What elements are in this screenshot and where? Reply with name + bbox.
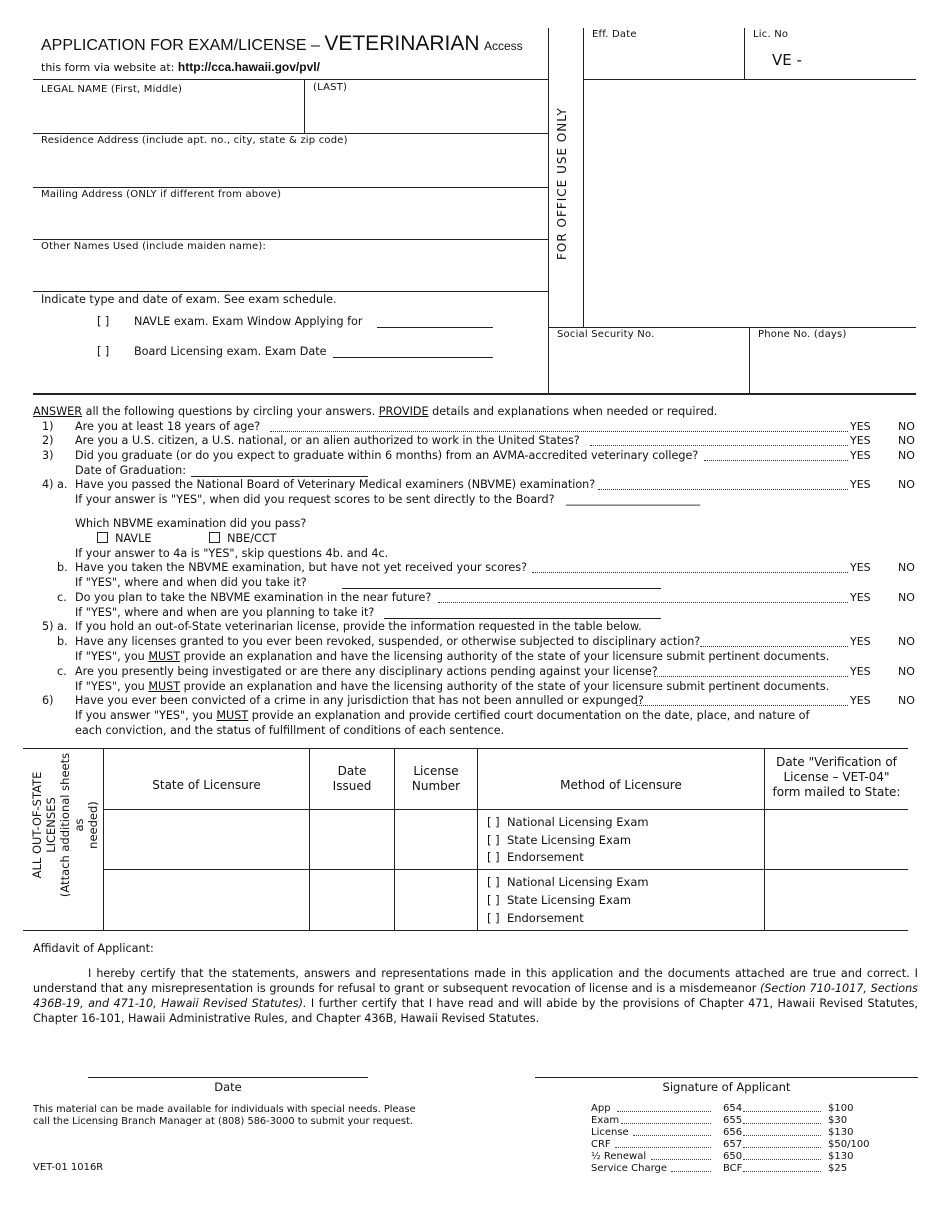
graduation-date-field[interactable]: [191, 466, 368, 477]
q4b-num: b.: [57, 561, 68, 574]
note-line-2: call the Licensing Branch Manager at (808) 586-3000 to submit your request.: [33, 1116, 413, 1127]
row1-opt-state[interactable]: [487, 833, 631, 847]
board-date-field[interactable]: [333, 347, 493, 358]
q2-no[interactable]: NO: [898, 434, 915, 447]
nbe-checkbox-label: NBE/CCT: [227, 532, 277, 545]
q5b-follow-post: provide an explanation and have the licensing authority of the state of your licensure submit pertinent documents.: [180, 650, 830, 663]
row1-date-field[interactable]: [311, 811, 392, 867]
exam-intro: Indicate type and date of exam. See exam schedule.: [41, 293, 337, 306]
q5b-num: b.: [57, 635, 68, 648]
col-state: State of Licensure: [152, 778, 261, 792]
form-title: [41, 32, 523, 56]
fee-code: 657: [723, 1139, 743, 1150]
fee-name: ½ Renewal: [591, 1151, 647, 1162]
affidavit-p1: I hereby certify that the statements, answers and representations made in this application and the documents attached are true and correct. I understand that any misrepresentation is grounds for refusal to grant or subsequent revocation of license and is a misdemeanor: [33, 967, 918, 995]
q4b-text: Have you taken the NBVME examination, but have not yet received your scores?: [75, 561, 528, 574]
q6-follow-post: provide an explanation and provide certified court documentation on the date, place, and nature of: [248, 709, 810, 722]
fee-name: License: [591, 1127, 629, 1138]
row1-state-field[interactable]: [105, 811, 307, 867]
navle-checkbox-label: NAVLE: [115, 532, 152, 545]
fee-amount: $130: [828, 1127, 854, 1138]
q1-num: 1): [42, 420, 54, 433]
residence-field[interactable]: [40, 148, 545, 184]
navle-bracket[interactable]: [ ]: [97, 315, 110, 328]
q5c-follow-post: provide an explanation and have the licensing authority of the state of your licensure submit pertinent documents.: [180, 680, 830, 693]
q4c-text: Do you plan to take the NBVME examination in the near future?: [75, 591, 432, 604]
mailing-field[interactable]: [40, 202, 545, 236]
q3-text: Did you graduate (or do you expect to graduate within 6 months) from an AVMA-accredited veterinary college?: [75, 449, 699, 462]
phone-field[interactable]: [754, 343, 914, 391]
instructions: [33, 405, 717, 418]
q2-text: Are you a U.S. citizen, a U.S. national, or an alien authorized to work in the United States?: [75, 434, 580, 447]
title-prefix: APPLICATION FOR EXAM/LICENSE –: [41, 37, 320, 54]
q5b-must: MUST: [148, 650, 181, 663]
row2-opt-endorse[interactable]: [487, 911, 584, 925]
subtitle-prefix: this form via website at:: [41, 61, 175, 74]
col-date-2: Issued: [332, 779, 372, 793]
last-name-label: (LAST): [313, 82, 348, 93]
q4b-yes[interactable]: YES: [850, 561, 871, 574]
row1-endorse-label: Endorsement: [506, 850, 584, 864]
q6-num: 6): [42, 694, 54, 707]
eff-date-label: Eff. Date: [592, 29, 637, 40]
lic-no-label: Lic. No: [753, 29, 789, 40]
table-side-label: [30, 750, 100, 900]
col-verif-3: form mailed to State:: [772, 785, 901, 799]
navle-option: NAVLE exam. Exam Window Applying for: [134, 315, 363, 328]
col-date-1: Date: [337, 764, 367, 778]
col-verification: [765, 755, 908, 800]
q6-must: MUST: [216, 709, 249, 722]
q4a-follow: If your answer is "YES", when did you request scores to be sent directly to the Board?: [75, 493, 555, 506]
nbe-checkbox-group: [209, 532, 276, 545]
row2-date-field[interactable]: [311, 871, 392, 928]
mailing-label: Mailing Address (ONLY if different from above): [41, 189, 282, 200]
q4b-follow-field[interactable]: [342, 578, 661, 589]
form-id: VET-01 1016R: [33, 1162, 104, 1173]
office-use-label: FOR OFFICE USE ONLY: [555, 107, 569, 260]
fee-name: Exam: [591, 1115, 620, 1126]
legal-name-label: LEGAL NAME (First, Middle): [41, 84, 183, 95]
q5b-yes[interactable]: YES: [850, 635, 871, 648]
navle-checkbox[interactable]: [97, 532, 108, 543]
nbe-checkbox[interactable]: [209, 532, 220, 543]
q3-yes[interactable]: YES: [850, 449, 871, 462]
row1-state-label: State Licensing Exam: [506, 833, 632, 847]
website-link[interactable]: http://cca.hawaii.gov/pvl/: [177, 60, 320, 74]
special-needs-note: [33, 1104, 416, 1128]
row1-national-bracket[interactable]: [ ]: [487, 815, 500, 829]
q5b-text: Have any licenses granted to you ever been revoked, suspended, or otherwise subjected to disciplinary action?: [75, 635, 701, 648]
q4a-num: 4) a.: [42, 478, 68, 491]
q1-no[interactable]: NO: [898, 420, 915, 433]
q5c-follow: [75, 680, 829, 693]
q5c-yes[interactable]: YES: [850, 665, 871, 678]
fee-schedule: [591, 1103, 881, 1179]
legal-name-field[interactable]: [40, 95, 302, 131]
q4a-no[interactable]: NO: [898, 478, 915, 491]
row2-opt-state[interactable]: [487, 893, 631, 907]
col-date: [310, 764, 394, 794]
q6-text: Have you ever been convicted of a crime in any jurisdiction that has not been annulled or expunged?: [75, 694, 644, 707]
q4c-num: c.: [57, 591, 67, 604]
board-bracket[interactable]: [ ]: [97, 345, 110, 358]
q4c-yes[interactable]: YES: [850, 591, 871, 604]
row1-opt-endorse[interactable]: [487, 850, 584, 864]
col-verif-2: License – VET-04": [783, 770, 890, 784]
navle-window-field[interactable]: [377, 317, 493, 328]
side-label-1: ALL OUT-OF-STATE: [30, 771, 44, 879]
q6-yes[interactable]: YES: [850, 694, 871, 707]
fee-code: 655: [723, 1115, 743, 1126]
row2-national-label: National Licensing Exam: [506, 875, 649, 889]
row1-national-label: National Licensing Exam: [506, 815, 649, 829]
q4c-follow: If "YES", where and when are you planning to take it?: [75, 606, 375, 619]
row2-state-label: State Licensing Exam: [506, 893, 632, 907]
date-label: Date: [214, 1080, 242, 1094]
date-signature-field[interactable]: [88, 1060, 368, 1076]
affidavit-heading: Affidavit of Applicant:: [33, 942, 154, 955]
instructions-mid: all the following questions by circling your answers.: [82, 405, 379, 418]
fee-code: BCF: [723, 1163, 743, 1174]
q4b-follow: If "YES", where and when did you take it?: [75, 576, 307, 589]
signature-label: Signature of Applicant: [662, 1080, 791, 1094]
answer-word: ANSWER: [33, 405, 83, 418]
row1-license-field[interactable]: [396, 811, 475, 867]
row2-state-bracket[interactable]: [ ]: [487, 893, 500, 907]
col-lic-2: Number: [411, 779, 461, 793]
q3-no[interactable]: NO: [898, 449, 915, 462]
q4a-skip: If your answer to 4a is "YES", skip questions 4b. and 4c.: [75, 547, 389, 560]
row1-state-bracket[interactable]: [ ]: [487, 833, 500, 847]
col-lic-1: License: [413, 764, 459, 778]
affidavit-cite: (Section 710-1017, Sections 436B-19, and 471-10, Hawaii Revised Statutes).: [33, 982, 918, 1010]
phone-label: Phone No. (days): [758, 329, 847, 340]
q5b-no[interactable]: NO: [898, 635, 915, 648]
q5c-text: Are you presently being investigated or are there any disciplinary actions pending against your license?: [75, 665, 658, 678]
title-main: VETERINARIAN: [324, 32, 480, 55]
q4a-follow-blank[interactable]: ________________________: [566, 493, 701, 506]
col-license: [395, 764, 477, 794]
side-label-2: LICENSES: [44, 797, 58, 853]
q5c-num: c.: [57, 665, 67, 678]
q2-yes[interactable]: YES: [850, 434, 871, 447]
q6-follow-pre: If you answer "YES", you: [75, 709, 217, 722]
q6-follow-2: each conviction, and the status of fulfillment of conditions of each sentence.: [75, 724, 505, 737]
fee-name: App: [591, 1103, 611, 1114]
q4a-which: Which NBVME examination did you pass?: [75, 517, 307, 530]
row2-national-bracket[interactable]: [ ]: [487, 875, 500, 889]
q4c-follow-field[interactable]: [384, 608, 661, 619]
q2-num: 2): [42, 434, 54, 447]
fee-name: CRF: [591, 1139, 611, 1150]
q4b-no[interactable]: NO: [898, 561, 915, 574]
q1-yes[interactable]: YES: [850, 420, 871, 433]
title-suffix: Access: [484, 39, 523, 53]
q4a-yes[interactable]: YES: [850, 478, 871, 491]
ssn-label: Social Security No.: [557, 329, 655, 340]
fee-amount: $30: [828, 1115, 848, 1126]
other-names-field[interactable]: [40, 254, 545, 288]
row2-verification-field[interactable]: [766, 871, 906, 928]
row2-state-field[interactable]: [105, 871, 307, 928]
fee-name: Service Charge: [591, 1163, 668, 1174]
q6-follow: [75, 709, 809, 722]
q5c-no[interactable]: NO: [898, 665, 915, 678]
affidavit-p2: I further certify that I have read and will abide by the provisions of Chapter 471, Hawaii Revised Statutes, Chapter 16-101, Hawaii Administrative Rules, and Chapter 436B, Hawaii Revised Statutes.: [33, 997, 918, 1025]
last-name-field[interactable]: [308, 95, 546, 131]
fee-amount: $100: [828, 1103, 854, 1114]
row1-endorse-bracket[interactable]: [ ]: [487, 850, 500, 864]
provide-word: PROVIDE: [378, 405, 429, 418]
q5b-follow: [75, 650, 829, 663]
side-label-3: (Attach additional sheets as: [58, 752, 86, 898]
q4c-no[interactable]: NO: [898, 591, 915, 604]
row1-verification-field[interactable]: [766, 811, 906, 867]
fee-amount: $130: [828, 1151, 854, 1162]
q5a-num: 5) a.: [42, 620, 68, 633]
q5b-follow-pre: If "YES", you: [75, 650, 149, 663]
fee-code: 654: [723, 1103, 743, 1114]
q3-grad-label: Date of Graduation:: [75, 464, 187, 477]
fee-amount: $50/100: [828, 1139, 870, 1150]
note-line-1: This material can be made available for individuals with special needs. Please: [33, 1104, 416, 1115]
form-subtitle: [41, 60, 320, 74]
q6-no[interactable]: NO: [898, 694, 915, 707]
fee-code: 656: [723, 1127, 743, 1138]
fee-amount: $25: [828, 1163, 848, 1174]
row2-opt-national[interactable]: [487, 875, 649, 889]
ssn-field[interactable]: [553, 343, 745, 391]
other-names-label: Other Names Used (include maiden name):: [41, 241, 267, 252]
row2-endorse-bracket[interactable]: [ ]: [487, 911, 500, 925]
instructions-end: details and explanations when needed or required.: [428, 405, 718, 418]
side-label-4: needed): [86, 801, 100, 849]
applicant-signature-field[interactable]: [535, 1060, 918, 1076]
q4a-text: Have you passed the National Board of Veterinary Medical examiners (NBVME) examination?: [75, 478, 596, 491]
lic-no-value: VE -: [772, 51, 802, 69]
q1-text: Are you at least 18 years of age?: [75, 420, 261, 433]
q3-num: 3): [42, 449, 54, 462]
col-method: Method of Licensure: [560, 778, 682, 792]
col-verif-1: Date "Verification of: [776, 755, 897, 769]
q5a-text: If you hold an out-of-State veterinarian license, provide the information requested in the table below.: [75, 620, 642, 633]
residence-label: Residence Address (include apt. no., city, state & zip code): [41, 135, 348, 146]
row2-license-field[interactable]: [396, 871, 475, 928]
board-option: Board Licensing exam. Exam Date: [134, 345, 327, 358]
fee-code: 650: [723, 1151, 743, 1162]
affidavit-text: [33, 966, 918, 1026]
q5c-must: MUST: [148, 680, 181, 693]
row2-endorse-label: Endorsement: [506, 911, 584, 925]
navle-checkbox-group: [97, 532, 151, 545]
row1-opt-national[interactable]: [487, 815, 649, 829]
q5c-follow-pre: If "YES", you: [75, 680, 149, 693]
